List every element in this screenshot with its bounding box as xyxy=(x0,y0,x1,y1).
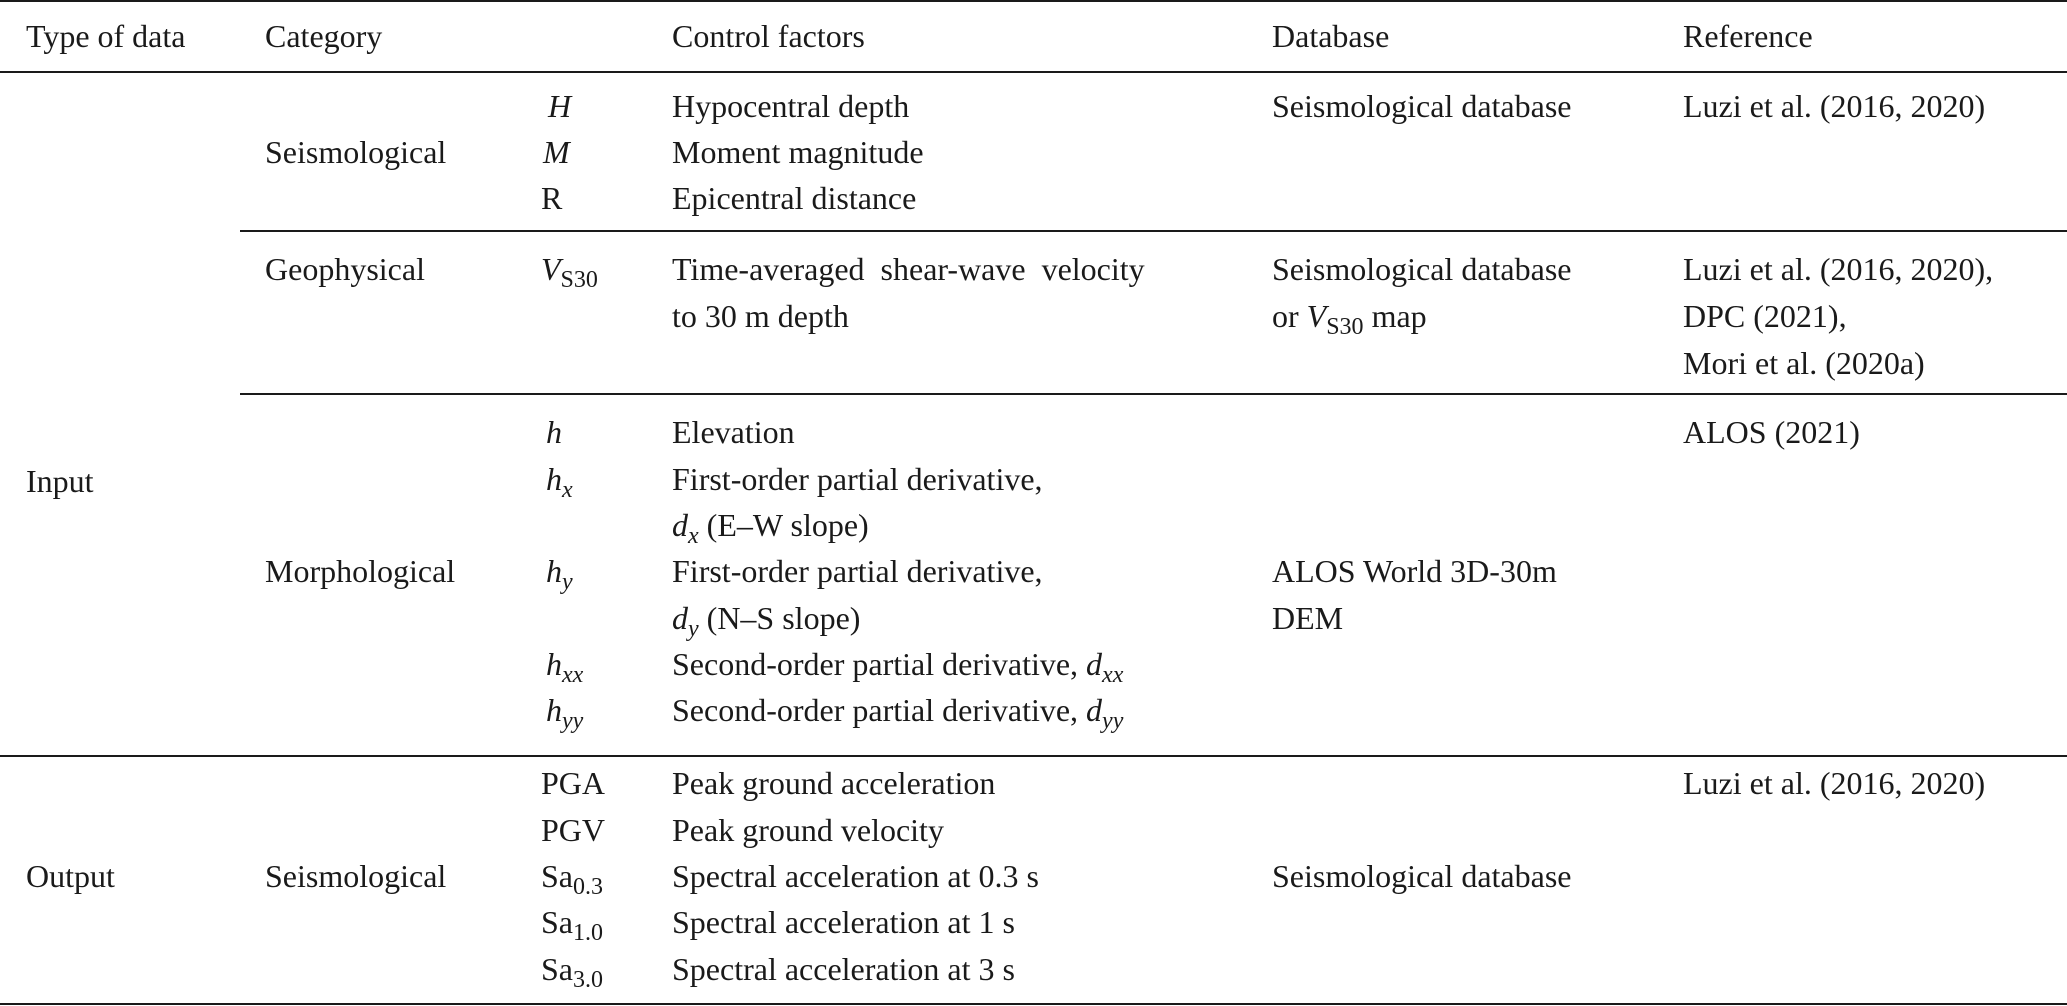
morphological-category: Morphological xyxy=(265,553,456,589)
header-bottom-rule xyxy=(0,71,2067,73)
table-top-rule xyxy=(0,0,2067,2)
factor-moment-magnitude: Moment magnitude xyxy=(672,134,924,170)
symbol-vs30: $V_{S30}$ xyxy=(541,251,598,293)
factor-vs30-line2: to 30 m depth xyxy=(672,298,849,334)
factor-hypocentral-depth: Hypocentral depth xyxy=(672,88,910,124)
factor-pgv: Peak ground velocity xyxy=(672,812,944,848)
geophysical-category: Geophysical xyxy=(265,251,425,287)
factor-pga: Peak ground acceleration xyxy=(672,765,996,801)
symbol-sa-1-0: $Sa_{1.0}$ xyxy=(541,904,603,946)
factor-sa-1-0: Spectral acceleration at 1 s xyxy=(672,904,1015,940)
factor-epicentral-distance: Epicentral distance xyxy=(672,180,917,216)
input-seismological-category: Seismological xyxy=(265,134,447,170)
header-control-factors: Control factors xyxy=(672,18,865,54)
symbol-hxx: $h_{xx}$ xyxy=(546,646,584,688)
factor-hx-line1: First-order partial derivative, xyxy=(672,461,1043,497)
morphological-database-line1: ALOS World 3D-30m xyxy=(1272,553,1557,589)
output-reference: Luzi et al. (2016, 2020) xyxy=(1683,765,1986,801)
geophysical-divider xyxy=(240,393,2067,395)
geophysical-reference-line3: Mori et al. (2020a) xyxy=(1683,345,1925,381)
symbol-hy: $h_y$ xyxy=(546,553,573,595)
input-output-divider xyxy=(0,755,2067,757)
symbol-h: h xyxy=(546,414,562,450)
symbol-H: H xyxy=(548,88,572,124)
symbol-R: R xyxy=(541,180,563,216)
factor-sa-3-0: Spectral acceleration at 3 s xyxy=(672,951,1015,987)
symbol-hx: $h_x$ xyxy=(546,461,573,503)
factor-elevation: Elevation xyxy=(672,414,795,450)
factor-hxx: Second-order partial derivative, $d_{xx}$ xyxy=(672,646,1124,688)
symbol-M: M xyxy=(543,134,570,170)
input-seismological-database: Seismological database xyxy=(1272,88,1572,124)
table-bottom-rule xyxy=(0,1003,2067,1005)
factor-hx-line2: $d_x$ (E–W slope) xyxy=(672,507,869,549)
morphological-database-line2: DEM xyxy=(1272,600,1344,636)
factor-sa-0-3: Spectral acceleration at 0.3 s xyxy=(672,858,1039,894)
symbol-pga: PGA xyxy=(541,765,606,801)
factor-hy-line1: First-order partial derivative, xyxy=(672,553,1043,589)
factor-hy-line2: $d_y$ (N–S slope) xyxy=(672,600,861,642)
factor-hyy: Second-order partial derivative, $d_{yy}$ xyxy=(672,692,1124,734)
output-seismological-category: Seismological xyxy=(265,858,447,894)
geophysical-database-line1: Seismological database xyxy=(1272,251,1572,287)
output-database: Seismological database xyxy=(1272,858,1572,894)
header-category: Category xyxy=(265,18,383,54)
geophysical-database-line2: or $V_{S30}$ map xyxy=(1272,298,1427,340)
header-reference: Reference xyxy=(1683,18,1813,54)
factor-vs30-line1: Time-averaged shear-wave velocity xyxy=(672,251,1145,287)
symbol-sa-3-0: $Sa_{3.0}$ xyxy=(541,951,603,993)
seismological-divider xyxy=(240,230,2067,232)
symbol-pgv: PGV xyxy=(541,812,606,848)
header-type-of-data: Type of data xyxy=(26,18,186,54)
geophysical-reference-line1: Luzi et al. (2016, 2020), xyxy=(1683,251,1994,287)
symbol-sa-0-3: $Sa_{0.3}$ xyxy=(541,858,603,900)
input-seismological-reference: Luzi et al. (2016, 2020) xyxy=(1683,88,1986,124)
type-output-label: Output xyxy=(26,858,115,894)
header-database: Database xyxy=(1272,18,1390,54)
geophysical-reference-line2: DPC (2021), xyxy=(1683,298,1847,334)
type-input-label: Input xyxy=(26,463,94,499)
symbol-hyy: $h_{yy}$ xyxy=(546,692,584,734)
morphological-reference: ALOS (2021) xyxy=(1683,414,1860,450)
